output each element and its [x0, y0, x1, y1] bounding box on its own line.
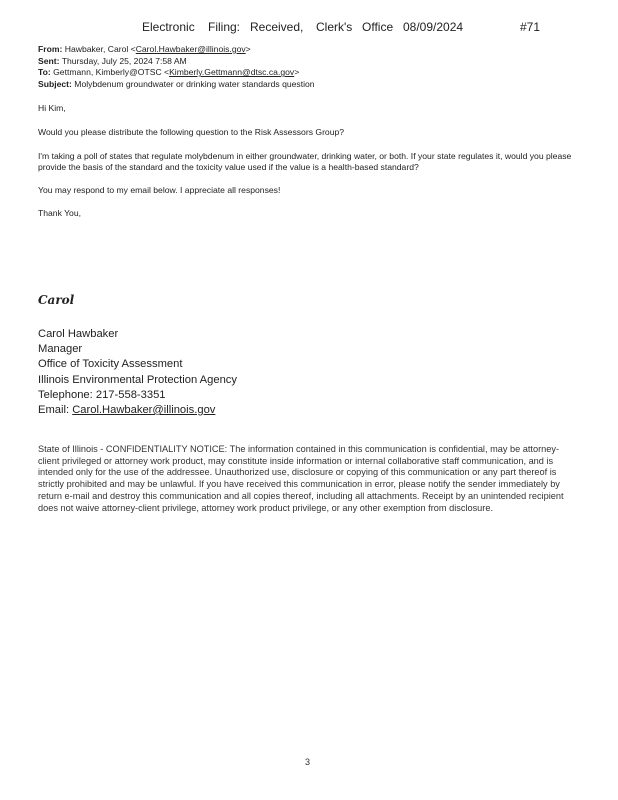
- subject-value: Molybdenum groundwater or drinking water standards question: [74, 78, 315, 89]
- from-label: From:: [38, 44, 63, 54]
- signature-block: [38, 327, 237, 418]
- email-body: [38, 44, 583, 220]
- email-para-3: You may respond to my email below. I appreciate all responses!: [38, 184, 281, 195]
- email-greeting: Hi Kim,: [38, 103, 66, 114]
- signature-script: Carol: [38, 293, 75, 307]
- email-subject-line: [38, 79, 583, 91]
- confidentiality-notice: State of Illinois - CONFIDENTIALITY NOTICE: The information contained in this communication is confidential, may be attorney-client privileged or attorney work product, may constitute inside information or internal collaborative staff communication, and is intended only for the use of the addressee. Unauthorized use, disclosure or copying of this communication or any part thereof is strictly prohibited and may be unlawful. If you have received this communication in error, please notify the sender immediately by return e-mail and destroy this communication and all copies thereof, including all attachments. Receipt by an unintended recipient does not waive attorney-client privilege, attorney work product privilege, or any other exemption from disclosure.: [38, 444, 564, 513]
- email-closing: Thank You,: [38, 208, 82, 219]
- signature-email-label: Email:: [38, 404, 70, 417]
- telephone-label: Telephone:: [38, 388, 93, 401]
- stamp-filing: Filing:: [208, 20, 241, 34]
- signature-office: Office of Toxicity Assessment: [38, 358, 183, 371]
- from-email-link[interactable]: Carol.Hawbaker@illinois.gov: [135, 44, 246, 54]
- to-name: Gettmann, Kimberly@OTSC <: [53, 67, 170, 78]
- subject-label: Subject:: [38, 78, 72, 89]
- sent-value: Thursday, July 25, 2024 7:58 AM: [61, 55, 187, 66]
- stamp-number: #71: [520, 20, 541, 34]
- email-to-line: [38, 67, 583, 79]
- sent-label: Sent:: [38, 55, 60, 66]
- signature-title: Manager: [38, 343, 83, 356]
- signature-telephone-line: [38, 388, 237, 403]
- page-number: 3: [305, 757, 311, 767]
- to-close: >: [294, 67, 300, 78]
- email-from-line: [38, 44, 583, 56]
- email-para-1: Would you please distribute the following question to the Risk Assessors Group?: [38, 126, 345, 137]
- stamp-office: Office: [362, 20, 394, 34]
- signature-agency: Illinois Environmental Protection Agency: [38, 373, 237, 386]
- signature-name: Carol Hawbaker: [38, 328, 119, 340]
- to-email-link[interactable]: Kimberly.Gettmann@dtsc.ca.gov: [169, 67, 295, 78]
- signature-email-line: [38, 403, 237, 418]
- filing-stamp: [0, 20, 618, 36]
- email-para-2: I'm taking a poll of states that regulate molybdenum in either groundwater, drinking water, or both. If your state regulates it, would you please provide the basis of the standard and the toxicity value used if the value is a health-based standard?: [38, 150, 572, 173]
- from-name: Hawbaker, Carol <: [64, 44, 136, 54]
- email-sent-line: [38, 56, 583, 68]
- to-label: To:: [38, 67, 51, 78]
- stamp-date: 08/09/2024: [403, 20, 464, 34]
- stamp-clerks: Clerk's: [316, 20, 353, 34]
- stamp-electronic: Electronic: [142, 20, 195, 34]
- stamp-received: Received,: [250, 20, 304, 34]
- signature-email-link[interactable]: Carol.Hawbaker@illinois.gov: [72, 404, 216, 417]
- telephone-value: 217-558-3351: [95, 388, 166, 401]
- from-close: >: [245, 44, 251, 54]
